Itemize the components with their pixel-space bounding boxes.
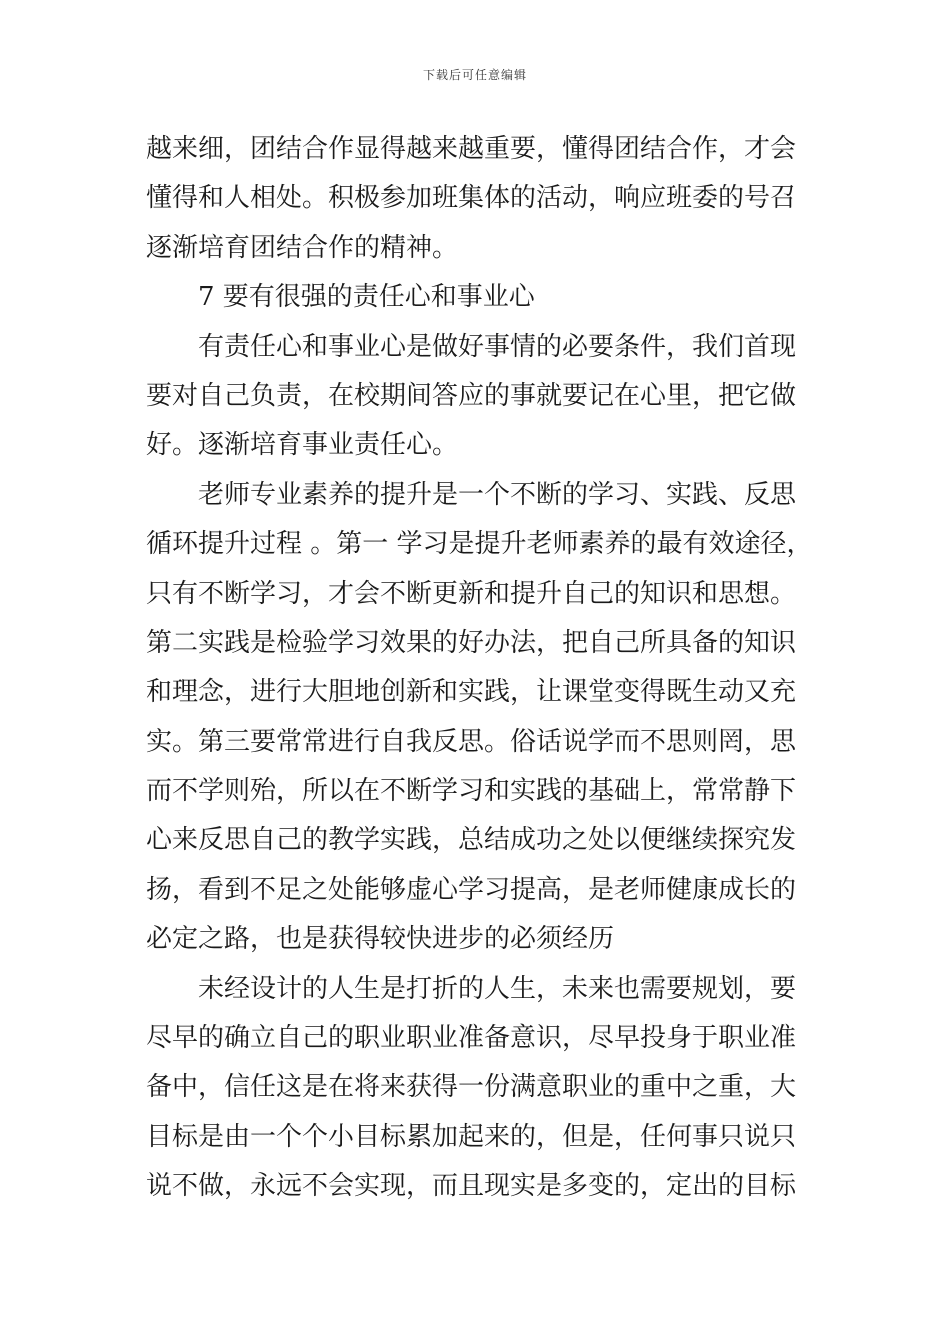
section-heading: 7 要有很强的责任心和事业心 bbox=[198, 282, 535, 313]
text-line: 扬，看到不足之处能够虚心学习提高，是老师健康成长的 bbox=[146, 874, 797, 905]
text-line: 未经设计的人生是打折的人生，未来也需要规划，要 bbox=[198, 973, 797, 1004]
text-line: 尽早的确立自己的职业职业准备意识，尽早投身于职业准 bbox=[146, 1023, 797, 1054]
page-header-note: 下载后可任意编辑 bbox=[422, 68, 527, 82]
text-line: 备中，信任这是在将来获得一份满意职业的重中之重，大 bbox=[146, 1072, 797, 1103]
text-line: 而不学则殆，所以在不断学习和实践的基础上，常常静下 bbox=[146, 776, 797, 807]
text-line: 只有不断学习，才会不断更新和提升自己的知识和思想。 bbox=[146, 578, 797, 609]
text-line: 懂得和人相处。积极参加班集体的活动，响应班委的号召 bbox=[146, 183, 797, 214]
text-line: 逐渐培育团结合作的精神。 bbox=[146, 232, 459, 263]
text-line: 必定之路，也是获得较快进步的必须经历 bbox=[146, 924, 615, 955]
text-line: 循环提升过程 。第一 学习是提升老师素养的最有效途径， bbox=[146, 529, 813, 560]
text-line: 和理念，进行大胆地创新和实践，让课堂变得既生动又充 bbox=[146, 677, 797, 708]
text-line: 有责任心和事业心是做好事情的必要条件，我们首现 bbox=[198, 331, 797, 362]
text-line: 第二实践是检验学习效果的好办法，把自己所具备的知识 bbox=[146, 627, 797, 658]
text-line: 老师专业素养的提升是一个不断的学习、实践、反思 bbox=[198, 479, 797, 510]
text-line: 好。逐渐培育事业责任心。 bbox=[146, 430, 459, 461]
text-line: 说不做，永远不会实现，而且现实是多变的，定出的目标 bbox=[146, 1171, 797, 1202]
document-body bbox=[146, 125, 818, 1212]
text-line: 目标是由一个个小目标累加起来的，但是，任何事只说只 bbox=[146, 1121, 797, 1152]
text-line: 要对自己负责，在校期间答应的事就要记在心里，把它做 bbox=[146, 380, 797, 411]
text-line: 越来细，团结合作显得越来越重要，懂得团结合作，才会 bbox=[146, 134, 797, 164]
text-line: 实。第三要常常进行自我反思。俗话说学而不思则罔，思 bbox=[146, 726, 797, 757]
text-line: 心来反思自己的教学实践，总结成功之处以便继续探究发 bbox=[146, 825, 797, 856]
